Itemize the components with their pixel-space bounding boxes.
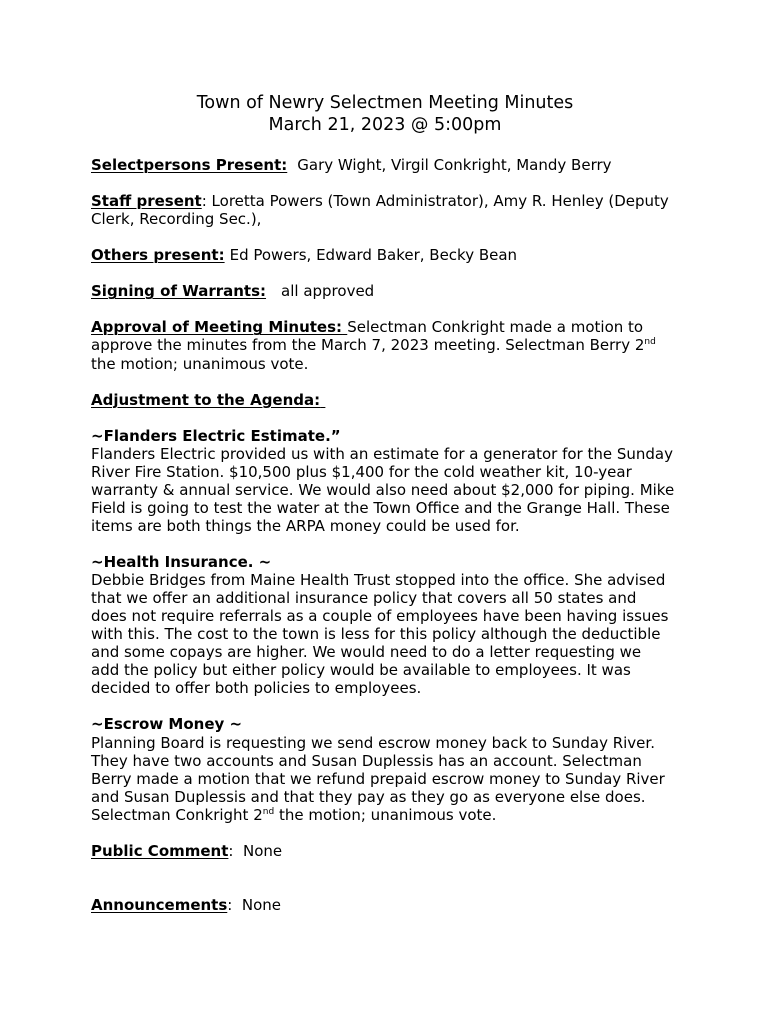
agenda-item-heading: ~Flanders Electric Estimate.” — [91, 426, 341, 445]
signing-of-warrants-section — [91, 282, 691, 300]
document-header — [0, 92, 770, 136]
announcements-label: Announcements — [91, 895, 228, 914]
others-present-section — [91, 246, 691, 264]
signing-of-warrants-label: Signing of Warrants: — [91, 282, 267, 301]
others-present-label: Others present: — [91, 246, 225, 265]
minutes-approval-label: Approval of Meeting Minutes: — [91, 318, 343, 337]
text-line — [91, 625, 691, 643]
text-line — [91, 770, 691, 788]
text-line — [91, 661, 691, 679]
text-line — [91, 192, 691, 210]
agenda-item-text: items are both things the ARPA money could be used for. — [91, 516, 520, 535]
selectpersons-present-section — [91, 156, 691, 174]
text-line — [91, 210, 691, 228]
agenda-item-text: Flanders Electric provided us with an estimate for a generator for the Sunday — [91, 444, 673, 463]
others-present-value: Ed Powers, Edward Baker, Becky Bean — [229, 246, 518, 265]
agenda-adjustment-label: Adjustment to the Agenda: — [91, 390, 321, 409]
text-line — [91, 156, 691, 174]
text-line — [91, 246, 691, 264]
agenda-item-flanders-electric — [91, 427, 691, 535]
agenda-item-text: Field is going to test the water at the Town Office and the Grange Hall. These — [91, 498, 670, 517]
public-comment-label: Public Comment — [91, 841, 229, 860]
text-line — [91, 445, 691, 463]
text-line — [91, 391, 691, 409]
agenda-item-text: River Fire Station. $10,500 plus $1,400 for the cold weather kit, 10-year — [91, 462, 632, 481]
agenda-item-text: the motion; unanimous vote. — [274, 805, 497, 824]
text-line — [91, 318, 691, 336]
text-line — [91, 679, 691, 697]
agenda-item-text: Planning Board is requesting we send escrow money back to Sunday River. — [91, 733, 655, 752]
agenda-item-text: add the policy but either policy would be available to employees. It was — [91, 661, 631, 680]
agenda-item-text: Debbie Bridges from Maine Health Trust stopped into the office. She advised — [91, 571, 666, 590]
text-line — [91, 481, 691, 499]
text-line — [91, 282, 691, 300]
text-line — [91, 607, 691, 625]
agenda-item-text: does not require referrals as a couple of employees have been having issues — [91, 607, 669, 626]
ordinal-suffix: nd — [262, 806, 275, 817]
agenda-item-text: Berry made a motion that we refund prepaid escrow money to Sunday River — [91, 769, 665, 788]
text-line — [91, 806, 691, 824]
agenda-item-health-insurance — [91, 553, 691, 697]
agenda-item-text: They have two accounts and Susan Duplessis has an account. Selectman — [91, 751, 642, 770]
announcements-value: : None — [227, 895, 282, 914]
text-line — [91, 463, 691, 481]
minutes-approval-section — [91, 318, 691, 372]
staff-present-value: : Loretta Powers (Town Administrator), Amy R. Henley (Deputy — [201, 192, 669, 211]
staff-present-value: Clerk, Recording Sec.), — [91, 210, 262, 229]
text-line — [91, 553, 691, 571]
text-line — [91, 517, 691, 535]
signing-of-warrants-value: all approved — [281, 282, 375, 301]
text-line — [91, 788, 691, 806]
text-line — [91, 427, 691, 445]
agenda-item-text: warranty & annual service. We would also need about $2,000 for piping. Mike — [91, 480, 675, 499]
agenda-item-text: decided to offer both policies to employees. — [91, 679, 422, 698]
text-line — [91, 842, 691, 860]
paragraph-text: approve the minutes from the March 7, 2023 meeting. Selectman Berry 2 — [91, 336, 645, 355]
text-line — [91, 571, 691, 589]
paragraph-text: Selectman Conkright made a motion to — [347, 318, 644, 337]
text-line — [91, 355, 691, 373]
selectpersons-present-value: Gary Wight, Virgil Conkright, Mandy Berry — [297, 156, 612, 174]
text-line — [91, 715, 691, 733]
public-comment-value: : None — [228, 841, 283, 860]
agenda-adjustment-section — [91, 391, 691, 409]
agenda-item-text: that we offer an additional insurance policy that covers all 50 states and — [91, 589, 637, 608]
ordinal-suffix: nd — [644, 337, 656, 348]
announcements-section — [91, 896, 691, 914]
text-line — [91, 499, 691, 517]
text-line — [91, 643, 691, 661]
text-line — [91, 734, 691, 752]
paragraph-text: the motion; unanimous vote. — [91, 354, 309, 373]
agenda-item-text: and some copays are higher. We would need to do a letter requesting we — [91, 643, 642, 662]
staff-present-label: Staff present — [91, 192, 202, 211]
meeting-date: March 21, 2023 @ 5:00pm — [268, 115, 502, 135]
staff-present-section — [91, 192, 691, 228]
text-line — [91, 896, 691, 914]
text-line — [91, 752, 691, 770]
public-comment-section — [91, 842, 691, 860]
minutes-body — [91, 156, 691, 932]
agenda-item-heading: ~Health Insurance. ~ — [91, 553, 272, 572]
agenda-item-text: with this. The cost to the town is less for this policy although the deductible — [91, 625, 661, 644]
agenda-item-text: Selectman Conkright 2 — [91, 805, 263, 824]
document-title: Town of Newry Selectmen Meeting Minutes — [196, 93, 574, 113]
text-line — [91, 589, 691, 607]
agenda-item-heading: ~Escrow Money ~ — [91, 715, 243, 734]
agenda-item-text: and Susan Duplessis and that they pay as they go as everyone else does. — [91, 787, 646, 806]
agenda-item-escrow-money — [91, 715, 691, 823]
text-line — [91, 336, 691, 354]
selectpersons-present-label: Selectpersons Present: — [91, 156, 288, 174]
